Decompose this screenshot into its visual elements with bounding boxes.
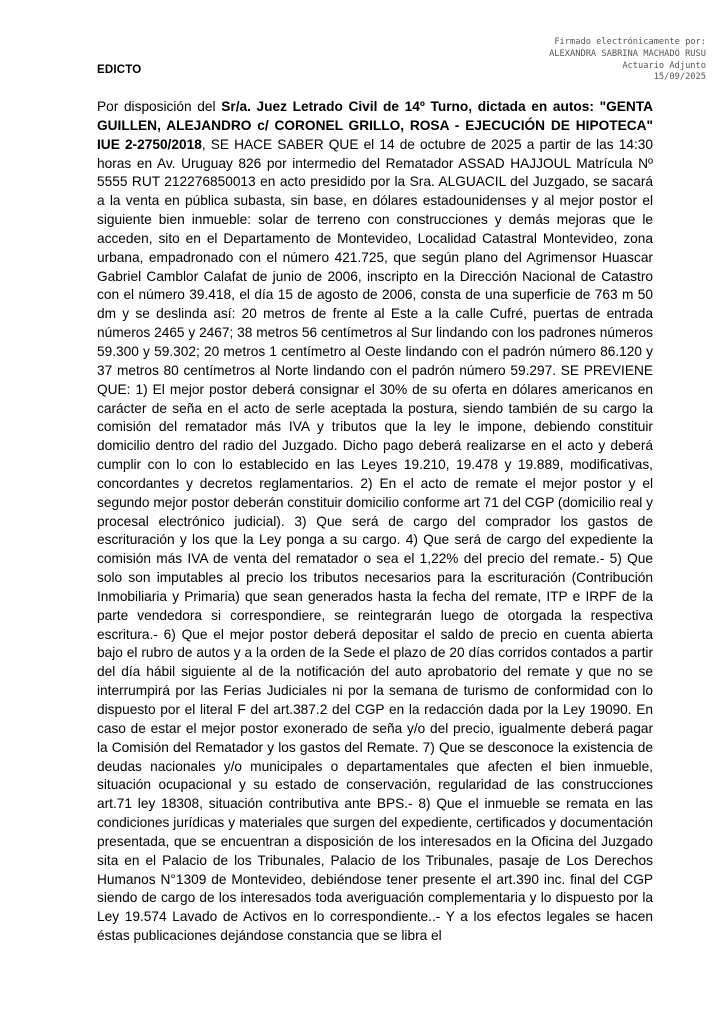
body-judge-and-case: Sr/a. Juez Letrado Civil de 14º Turno, dictada en autos: "GENTA GUILLEN, ALEJANDRO c/ CORONEL GRILLO, ROSA - EJECUCIÓN DE HIPOTECA" IUE 2-2750/2018 — [97, 99, 653, 152]
signature-line-name: ALEXANDRA SABRINA MACHADO RUSU — [549, 48, 706, 59]
signature-line-signed-by: Firmado electrónicamente por: — [554, 37, 706, 47]
electronic-signature-stamp — [549, 37, 706, 84]
body-intro: Por disposición del — [97, 99, 222, 114]
body-text: , SE HACE SABER QUE el 14 de octubre de 2025 a partir de las 14:30 horas en Av. Uruguay 826 por intermedio del Rematador ASSAD HAJJOUL Matrícula Nº 5555 RUT 212276850013 en acto presidido por la Sra. ALGUACIL del Juzgado, se sacará a la venta en pública subasta, sin base, en dólares estadounidenses y al mejor postor el siguiente bien inmueble: solar de terreno con construcciones y demás mejoras que le acceden, sito en el Departamento de Montevideo, Localidad Catastral Montevideo, zona urbana, empadronado con el número 421.725, que según plano del Agrimensor Huascar Gabriel Camblor Calafat de junio de 2006, inscripto en la Dirección Nacional de Catastro con el número 39.418, el día 15 de agosto de 2006, consta de una superficie de 763 m 50 dm y se deslinda así: 20 metros de frente al Este a la calle Cufré, puertas de entrada números 2465 y 2467; 38 metros 56 centímetros al Sur lindando con los padrones números 59.300 y 59.302; 20 metros 1 centímetro al Oeste lindando con el padrón número 86.120 y 37 metros 80 centímetros al Norte lindando con el padrón número 59.297. SE PREVIENE QUE: 1) El mejor postor deberá consignar el 30% de su oferta en dólares americanos en carácter de seña en el acto de serle aceptada la postura, siendo también de su cargo la comisión del rematador más IVA y tributos que la ley le impone, debiendo constituir domicilio dentro del radio del Juzgado. Dicho pago deberá realizarse en el acto y deberá cumplir con lo con lo establecido en las Leyes 19.210, 19.478 y 19.889, modificativas, concordantes y decretos reglamentarios. 2) En el acto de remate el mejor postor y el segundo mejor postor deberán constituir domicilio conforme art 71 del CGP (domicilio real y procesal electrónico judicial). 3) Que será de cargo del comprador los gastos de escrituración y los que la Ley ponga a su cargo. 4) Que será de cargo del expediente la comisión más IVA de venta del rematador o sea el 1,22% del precio del remate.- 5) Que solo son imputables al precio los tributos necesarios para la escrituración (Contribución Inmobiliaria y Primaria) que sean generados hasta la fecha del remate, ITP e IRPF de la parte vendedora si correspondiere, se reintegrarán luego de otorgada la respectiva escritura.- 6) Que el mejor postor deberá depositar el saldo de precio en cuenta abierta bajo el rubro de autos y a la orden de la Sede el plazo de 20 días corridos contados a partir del día hábil siguiente al de la notificación del auto aprobatorio del remate y que no se interrumpirá por las Ferias Judiciales ni por la semana de turismo de conformidad con lo dispuesto por el literal F del art.387.2 del CGP en la redacción dada por la Ley 19090. En caso de estar el mejor postor exonerado de seña y/o del precio, igualmente deberá pagar la Comisión del Rematador y los gastos del Remate. 7) Que se desconoce la existencia de deudas nacionales y/o municipales o departamentales que afecten el bien inmueble, situación ocupacional y su estado de conservación, regularidad de las construcciones art.71 ley 18308, situación contributiva ante BPS.- 8) Que el inmueble se remata en las condiciones jurídicas y materiales que surgen del expediente, certificados y documentación presentada, que se encuentran a disposición de los interesados en la Oficina del Juzgado sita en el Palacio de los Tribunales, Palacio de los Tribunales, pasaje de Los Derechos Humanos N°1309 de Montevideo, debiéndose tener presente el art.390 inc. final del CGP siendo de cargo de los interesados toda averiguación complementaria y lo dispuesto por la Ley 19.574 Lavado de Activos en lo correspondiente..- Y a los efectos legales se hacen éstas publicaciones dejándose constancia que se libra el — [97, 136, 653, 944]
document-title: EDICTO — [97, 64, 142, 76]
signature-line-date: 15/09/2025 — [653, 72, 706, 83]
edict-body-paragraph — [97, 98, 653, 946]
signature-line-role: Actuario Adjunto — [622, 60, 706, 71]
